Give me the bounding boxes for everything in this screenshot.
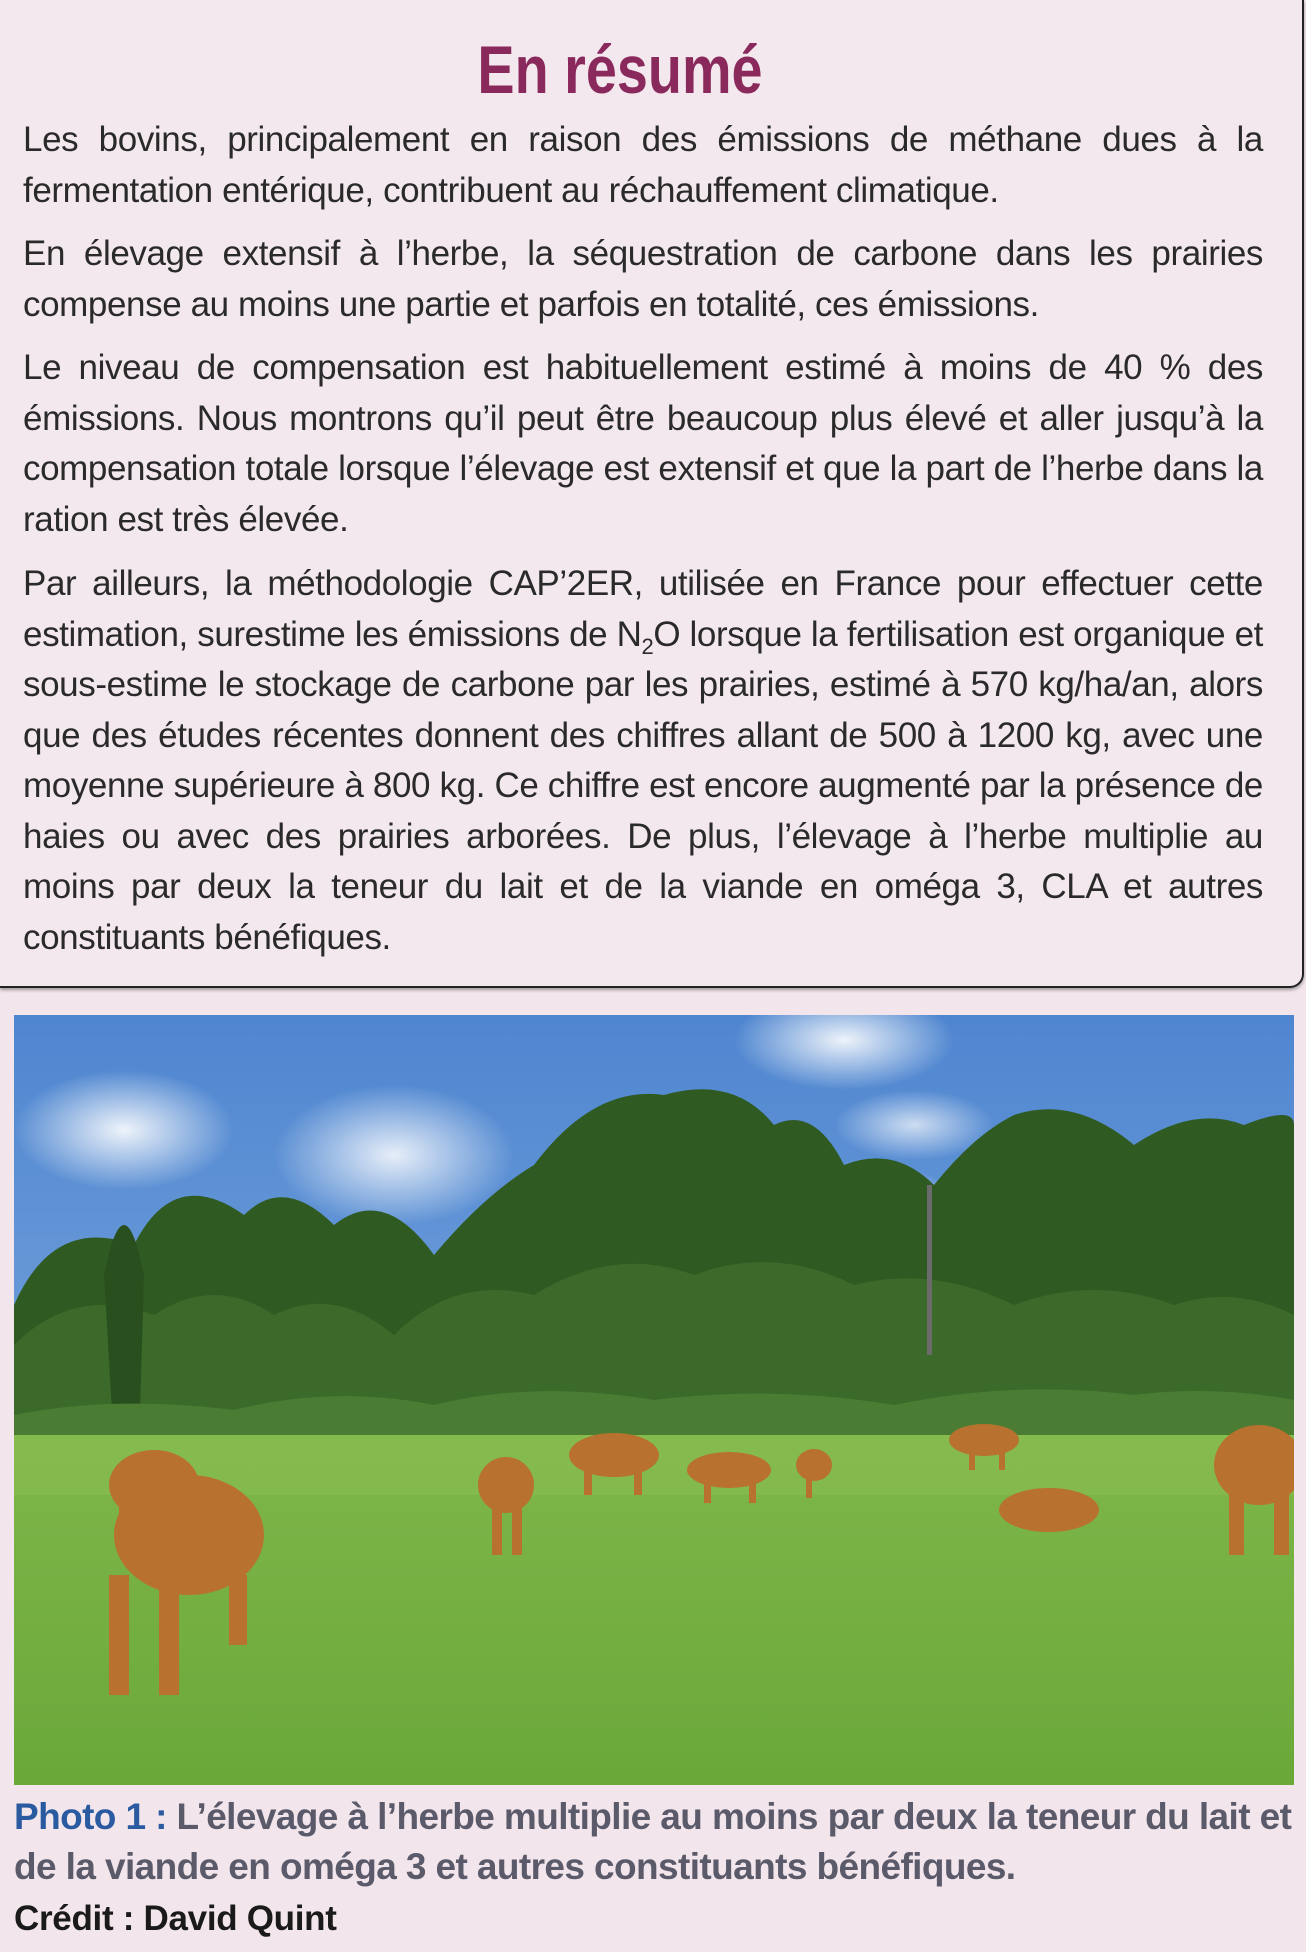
summary-paragraph-4 xyxy=(23,559,1263,963)
summary-paragraph-2: En élevage extensif à l’herbe, la séquestration de carbone dans les prairies compense au moins une partie et parfois en totalité, ces émissions. xyxy=(23,234,1263,324)
summary-paragraph-1: Les bovins, principalement en raison des émissions de méthane dues à la fermentation entérique, contribuent au réchauffement climatique. xyxy=(23,120,1263,210)
photo-caption-label: Photo 1 : xyxy=(14,1796,167,1837)
summary-paragraph-3: Le niveau de compensation est habituellement estimé à moins de 40 % des émissions. Nous montrons qu’il peut être beaucoup plus élevé et aller jusqu’à la compensation totale lorsque l’élevage est extensif et que la part de l’herbe dans la ration est très élevée. xyxy=(23,348,1263,539)
paragraph-4-before: Par ailleurs, la méthodologie CAP’2ER, utilisée en France pour effectuer cette estimation, surestime les émissions de N xyxy=(23,564,1263,654)
summary-title: En résumé xyxy=(477,32,763,108)
n2o-subscript: 2 xyxy=(641,633,654,659)
photo-caption-text: L’élevage à l’herbe multiplie au moins par deux la teneur du lait et de la viande en oméga 3 et autres constituants bénéfiques. xyxy=(14,1796,1292,1887)
cattle-pasture-photo xyxy=(14,1015,1294,1785)
photo-caption xyxy=(14,1792,1296,1892)
photo-credit: Crédit : David Quint xyxy=(14,1899,337,1938)
paragraph-4-after: O lorsque la fertilisation est organique et sous-estime le stockage de carbone par les prairies, estimé à 570 kg/ha/an, alors que des études récentes donnent des chiffres allant de 500 à 1200 kg, avec une moyenne supérieure à 800 kg. Ce chiffre est encore augmenté par la présence de haies ou avec des prairies arborées. De plus, l’élevage à l’herbe multiplie au moins par deux la teneur du lait et de la viande en oméga 3, CLA et autres constituants bénéfiques. xyxy=(23,614,1263,957)
